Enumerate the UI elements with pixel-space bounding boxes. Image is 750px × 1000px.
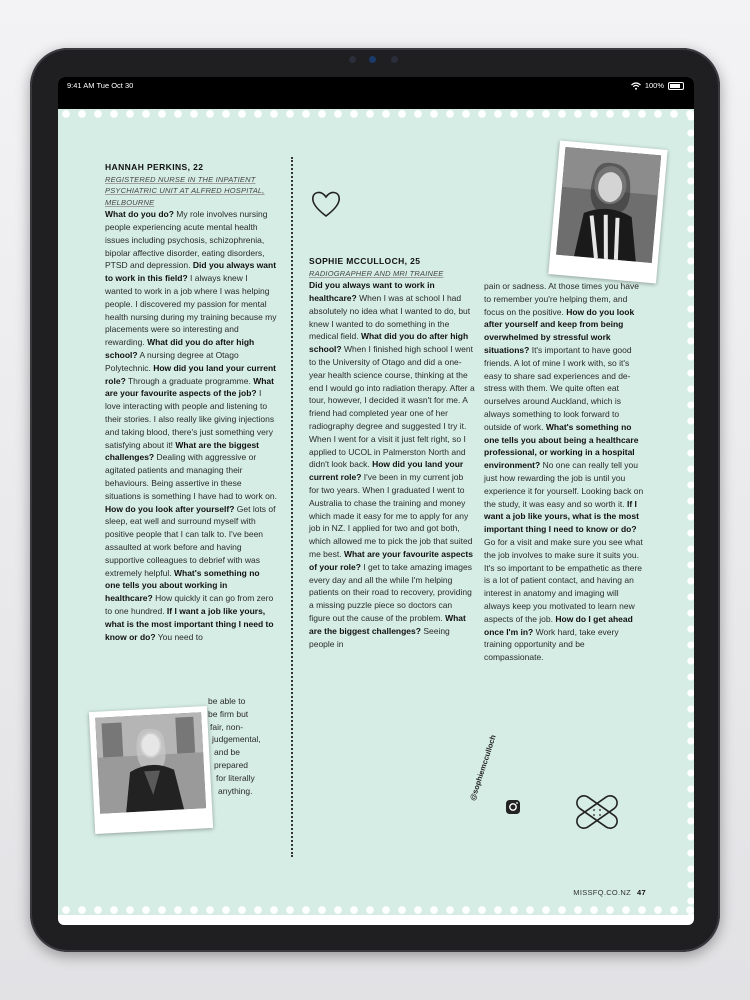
sophie-question: What are the biggest challenges? [309,613,466,636]
page-footer [573,888,646,897]
sophie-col3-question: What's something no one tells you about being a healthcare professional, or working in a hospital environment? [484,421,639,471]
heart-doodle-icon [310,189,342,219]
hannah-answer: A nursing degree at Otago Polytechnic. [105,350,239,373]
hannah-tail-line: prepared [214,759,249,770]
column-divider [291,157,293,857]
sophie-question: What are your favourite aspects of your role? [309,549,473,572]
sophie-role: RADIOGRAPHER AND MRI TRAINEE [309,268,444,278]
sophie-col3-answer: No one can really tell you just how rewarding the job is until you experience it for yourself. Looking back on the study, it was easy and so worth it. [484,460,644,509]
hannah-answer: You need to [155,631,203,642]
sophie-question: Did you always want to work in healthcare? [309,280,435,304]
sophie-col3-answer: It's important to have good friends. A lot of mine I work with, so it's easy to share sad experiences and de-stress with them. We quite often eat ourselves around Auckland, which is always something to look forward to outside of work. [484,344,632,432]
hannah-role: REGISTERED NURSE IN THE INPATIENT PSYCHIATRIC UNIT AT ALFRED HOSPITAL, MELBOURNE [105,174,265,207]
hannah-question: What are your favourite aspects of the job? [105,375,274,399]
hannah-answer: How quickly it can go from zero to one hundred. [105,593,274,616]
battery-icon [668,82,684,90]
magazine-page [58,109,694,915]
hannah-question: How did you land your current role? [105,362,276,386]
sophie-answer: I've been in my current job for two years. When I graduated I went to Australia to chase the training and money which made it easy for me to apply for any job in NZ. I applied for two and got both, which allowed me to pick the job that suited me best. [309,472,473,560]
instagram-handle: @sophiemcculloch [468,733,498,802]
hannah-name: HANNAH PERKINS, 22 [105,162,204,172]
hannah-answer: Dealing with aggressive or agitated patients and managing their behaviours. Being assertive in these situations is something I have had to work on. [105,452,277,501]
hannah-polaroid [89,706,213,834]
sophie-col3-answer: pain or sadness. At those times you have to remember you're helping them, and focus on the positive. [484,281,639,317]
status-right [631,81,684,90]
sophie-col3-answer: Work hard, take every training opportunity and be compassionate. [484,626,619,663]
sophie-photo [556,147,661,263]
footer-site: MISSFQ.CO.NZ [573,888,632,897]
hannah-answer: My role involves nursing people experiencing acute mental health issues including psychosis, schizophrenia, bipolar affective disorder, eating disorders, PTSD and depression. [105,209,268,271]
camera [349,56,401,64]
sophie-polaroid [548,141,667,284]
sophie-col3-question: How do I get ahead once I'm in? [484,613,633,637]
screen [58,77,694,925]
status-bar [58,77,694,109]
perforated-edge-right [686,109,694,915]
bandage-doodle-icon [570,787,624,837]
hannah-tail-line: anything. [218,785,253,796]
battery-percent: 100% [644,81,664,90]
sophie-question: What did you do after high school? [309,331,469,355]
hannah-tail-line: fair, non- [210,721,244,732]
hannah-interview-tail [208,695,288,797]
hannah-question: What are the biggest challenges? [105,439,259,463]
sophie-col3-question: How do you look after yourself and keep from being overwhelmed by stressful work situations? [484,306,635,355]
hannah-question: Did you always want to work in this field? [105,260,277,284]
sophie-answer: I get to take amazing images every day and all the while I'm helping patients on their road to recovery, providing a missing puzzle piece so doctors can figure out the cause of the problem. [309,561,472,624]
perforated-edge-top [58,108,694,120]
sophie-answer: When I was at school I had absolutely no idea what I wanted to do, but knew I wanted to do something in the medical field. [309,293,471,342]
sophie-interview-text [309,279,475,650]
sophie-interview-continued [484,280,646,664]
hannah-tail-line: judgemental, [212,734,261,745]
hannah-question: What's something no one tells you about working in healthcare? [105,567,260,604]
page-number: 47 [637,888,646,897]
hannah-answer: Through a graduate programme. [125,375,254,386]
hannah-photo [95,712,206,813]
hannah-tail-line: and be [214,747,240,758]
hannah-question: How do you look after yourself? [105,503,235,514]
hannah-answer: Get lots of sleep, eat well and surround myself with positive people that I can talk to. I've been assaulted at work before and having supportive colleagues to debrief with was extremely helpful. [105,503,276,578]
wifi-icon [631,82,641,90]
sophie-col3-answer: Go for a visit and make sure you see what the job involves to make sure it suits you. It's so important to be empathetic as there is a lot of patient contact, and having an interest in anatomy and imaging will always keep you motivated to learn new aspects of the job. [484,536,643,624]
hannah-tail-line: be firm but [208,708,249,719]
status-time: 9:41 AM Tue Oct 30 [67,81,134,90]
sophie-question: How did you land your current role? [309,459,464,483]
instagram-icon [505,799,521,815]
hannah-tail-line: be able to [208,696,246,706]
perforated-edge-bottom [58,904,694,916]
hannah-answer: I love interacting with people and listening to their stories. I also really like giving injections and taking blood, there's just something very satisfying about it! [105,388,275,450]
sophie-name: SOPHIE MCCULLOCH, 25 [309,256,421,266]
hannah-question: If I want a job like yours, what is the most important thing I need to know or do? [105,606,274,642]
hannah-answer: I always knew I wanted to work in a job where I was helping people. I discovered my passion for mental health nursing during my training because my placements were so interesting and rewarding. [105,273,277,348]
sophie-col3-question: If I want a job like yours, what is the most important thing I need to know or do? [484,498,639,535]
hannah-interview-text [105,208,277,643]
hannah-question: What do you do? [105,209,174,220]
hannah-tail-line: for literally [216,772,255,783]
hannah-column [105,161,277,643]
hannah-question: What did you do after high school? [105,337,255,361]
sophie-answer: When I finished high school I went to the University of Otago and did a one-year health science course, thinking at the end I would go into radiation therapy. After a tour, however, I decided it wasn't for me. A friend had completed year one of her radiography degree and suggested I try it. When I went for a visit it just felt right, so I applied to UCOL in Palmerston North and didn't look back. [309,344,475,470]
sophie-column [309,255,475,650]
sophie-answer: Seeing people in [309,625,450,649]
